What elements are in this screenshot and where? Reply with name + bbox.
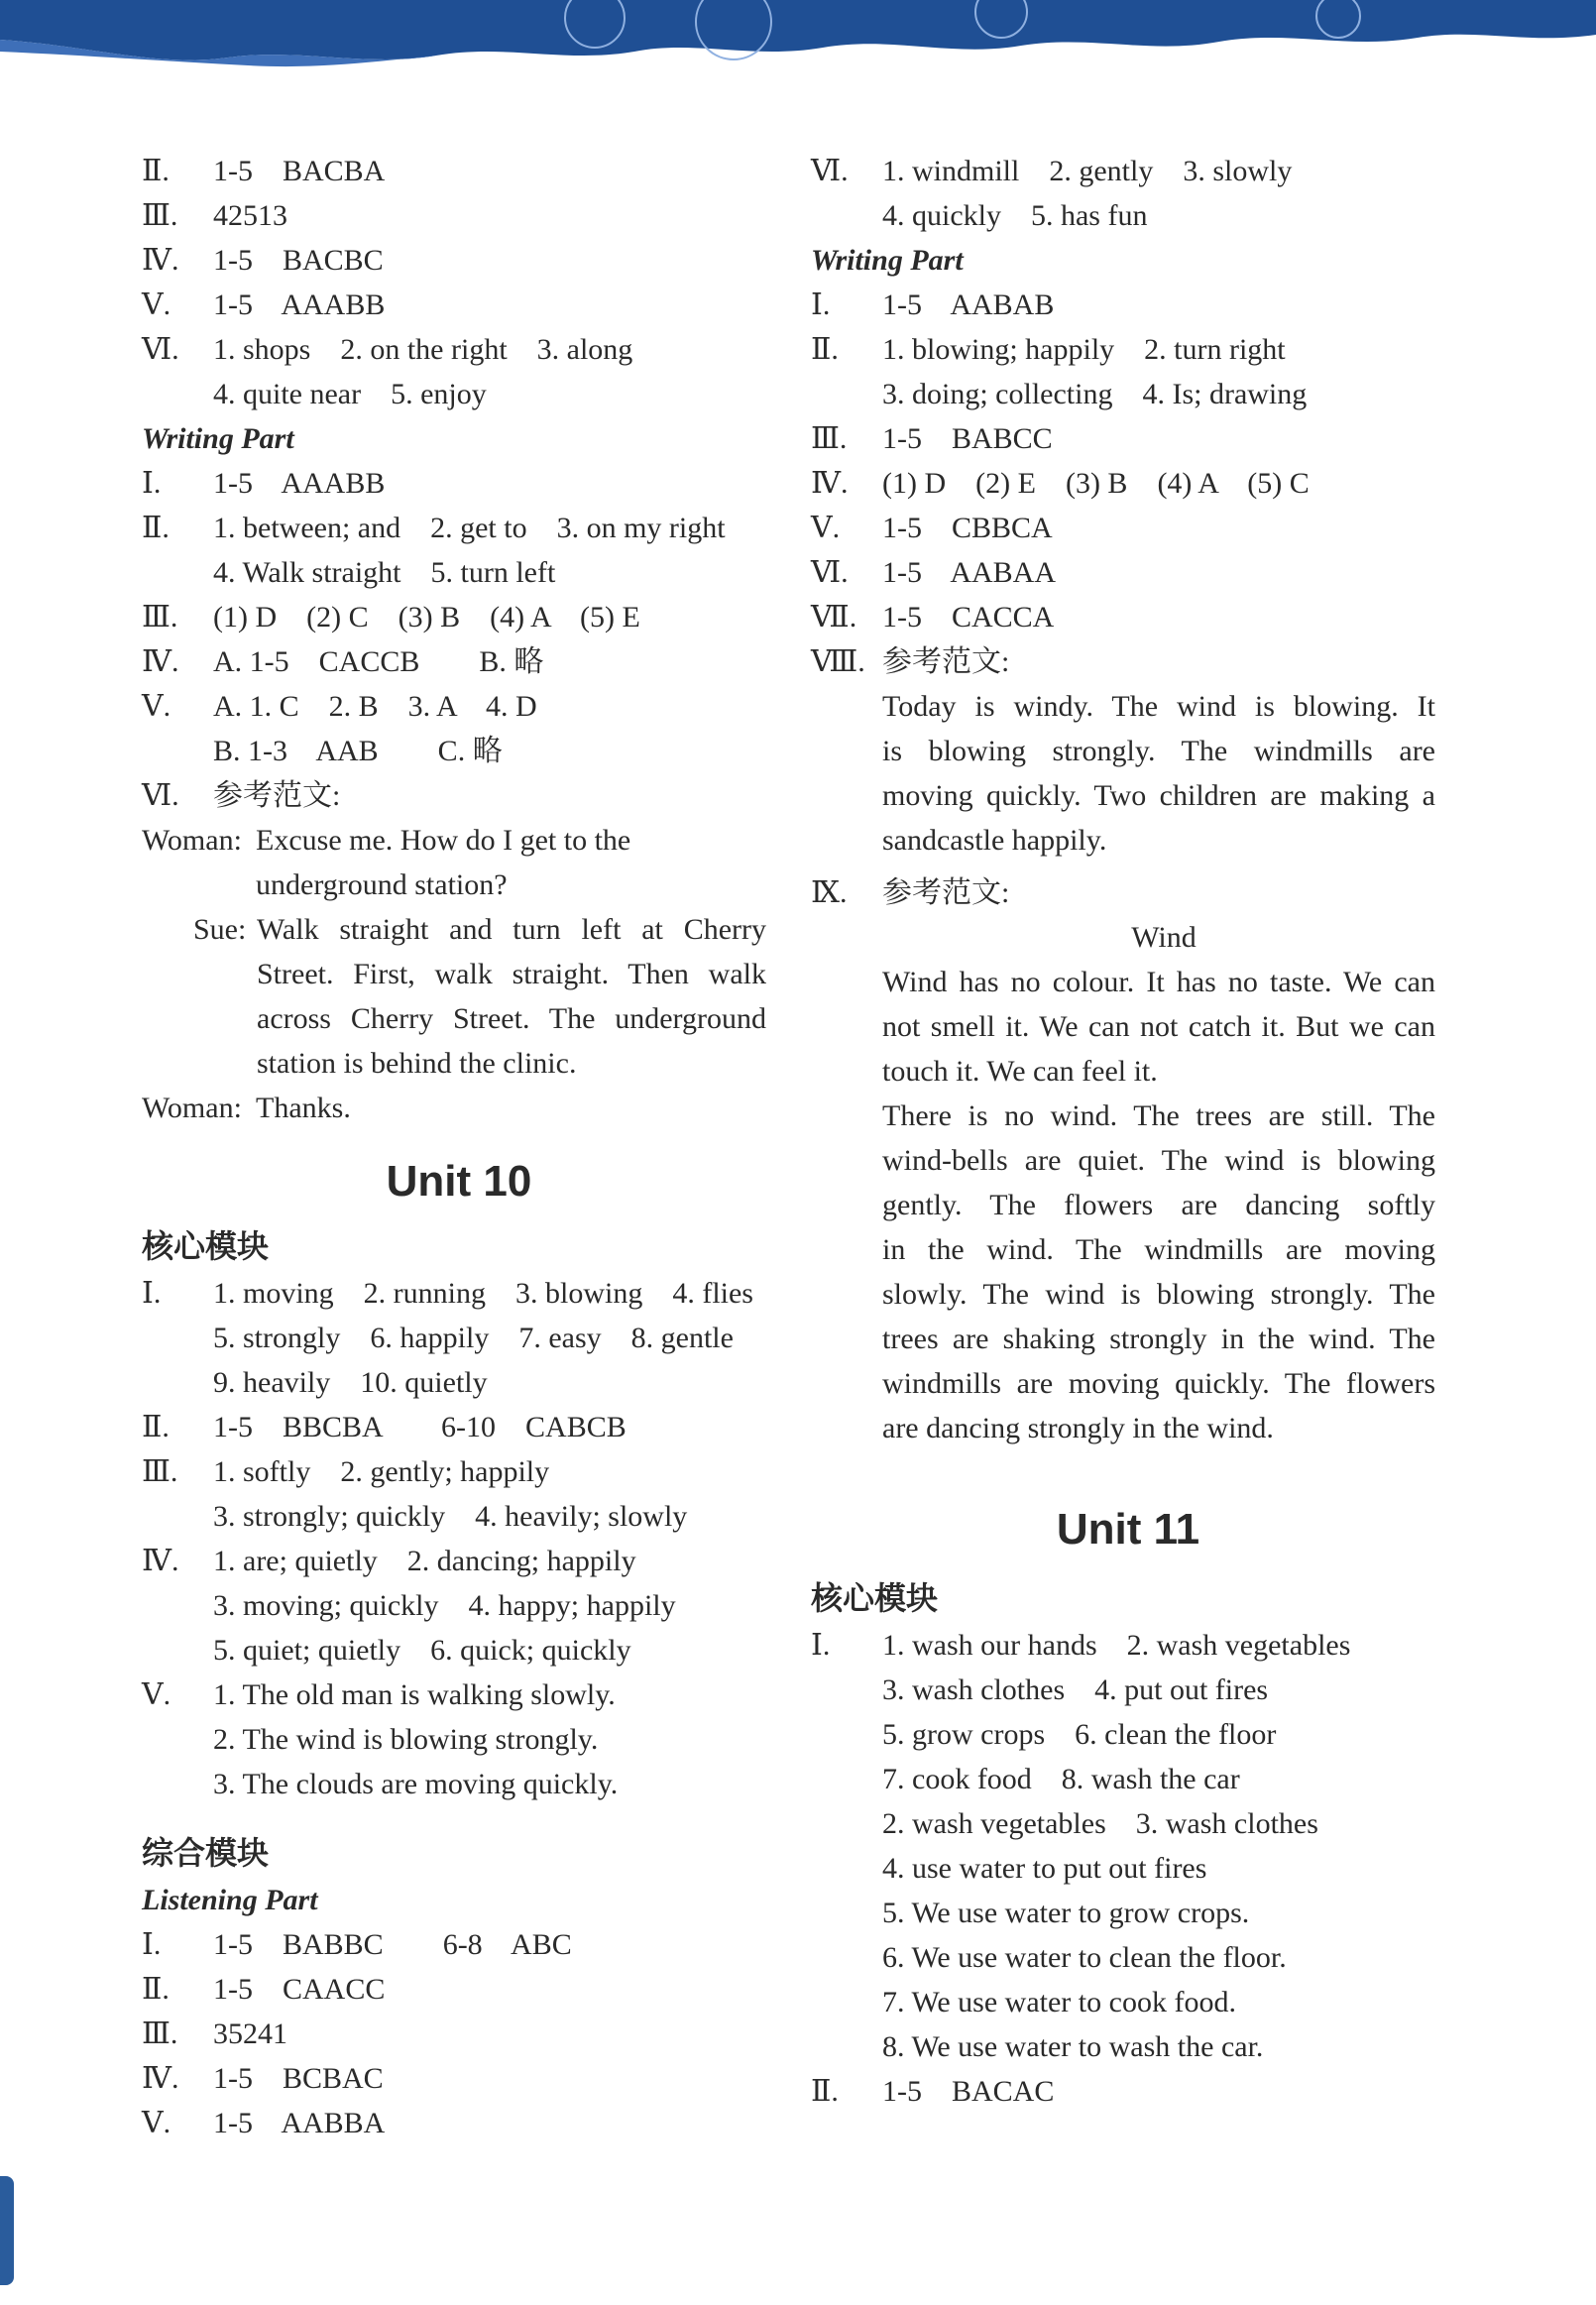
dialogue-line: Sue: Walk straight and turn left at Cherry [142,907,776,952]
answer-line: Ⅲ. (1) D (2) C (3) B (4) A (5) E [142,601,640,634]
answer-line: Ⅳ. 1-5 BACBC [142,244,384,277]
answer-line: Ⅲ. 1. softly 2. gently; happily [142,1455,550,1488]
essay-title: Wind [1131,921,1197,954]
answer-line: Ⅱ. 1. between; and 2. get to 3. on my right [142,512,726,544]
right-block-2 [811,283,1445,684]
answer-line: 5. We use water to grow crops. [882,1897,1250,1929]
answer-line: 2. wash vegetables 3. wash clothes [882,1807,1318,1840]
answer-line: Ⅳ. (1) D (2) E (3) B (4) A (5) C [811,467,1310,500]
answer-line: 4. Walk straight 5. turn left [213,556,556,589]
answer-line: Ⅲ. 35241 [142,2017,287,2050]
answer-line: 4. quite near 5. enjoy [213,378,487,410]
speaker-woman: Woman: [142,824,242,857]
speaker-sue: Sue: [193,913,247,946]
essay-line: slowly. The wind is blowing strongly. The [882,1278,1435,1311]
answer-line: 3. strongly; quickly 4. heavily; slowly [213,1500,688,1533]
header-wave-decoration [0,0,1596,79]
essay-line: not smell it. We can not catch it. But we can [882,1010,1435,1043]
answer-line: Ⅴ. A. 1. C 2. B 3. A 4. D [142,690,537,723]
answer-line: 3. The clouds are moving quickly. [213,1768,619,1800]
writing-part-heading: Writing Part [142,422,294,455]
answer-line: Ⅶ. 1-5 CACCA [811,601,1055,634]
answer-line: Ⅱ. 1. blowing; happily 2. turn right [811,333,1286,366]
answer-line: 5. strongly 6. happily 7. easy 8. gentle [213,1322,734,1354]
answer-line: 3. wash clothes 4. put out fires [882,1673,1269,1706]
answer-line: 4. use water to put out fires [882,1852,1207,1885]
essay-line: are dancing strongly in the wind. [882,1412,1274,1444]
dialogue [142,818,776,1130]
answer-line: Ⅱ. 1-5 BBCBA 6-10 CABCB [142,1411,627,1443]
speaker-woman: Woman: [142,1092,242,1124]
essay-line: wind-bells are quiet. The wind is blowing [882,1144,1435,1177]
answer-line: Ⅲ. 42513 [142,199,287,232]
dialogue-line: Woman: Excuse me. How do I get to the [142,818,776,863]
essay-line: sandcastle happily. [882,824,1107,857]
essay-line: moving quickly. Two children are making a [882,779,1435,812]
answer-line: 6. We use water to clean the floor. [882,1941,1287,1974]
answer-line: Ⅷ. 参考范文: [811,645,1010,678]
essay-line: trees are shaking strongly in the wind. The [882,1323,1435,1355]
dialogue-line: station is behind the clinic. [257,1047,577,1080]
answer-line: Ⅰ. 1. moving 2. running 3. blowing 4. flies [142,1277,753,1310]
answer-line: Ⅵ. 1. windmill 2. gently 3. slowly [811,155,1293,187]
essay-line: is blowing strongly. The windmills are [882,735,1435,767]
unit-10-title: Unit 10 [386,1157,532,1206]
answer-line: 9. heavily 10. quietly [213,1366,488,1399]
answer-line: Ⅲ. 1-5 BABCC [811,422,1053,455]
left-block-4 [142,1922,776,2145]
answer-line: Ⅴ. 1-5 AABBA [142,2107,386,2139]
answer-line: Ⅳ. 1. are; quietly 2. dancing; happily [142,1545,636,1577]
page-edge-marker [0,2176,14,2285]
answer-line: 7. We use water to cook food. [882,1986,1236,2018]
answer-line: Ⅴ. 1-5 AAABB [142,288,386,321]
answer-line: Ⅳ. 1-5 BCBAC [142,2062,384,2095]
essay-line: in the wind. The windmills are moving [882,1233,1435,1266]
core-module-heading: 核心模块 [142,1227,270,1265]
right-block-1 [811,149,1445,238]
wave-band [0,0,1596,60]
unit-11-title: Unit 11 [1056,1505,1200,1554]
answer-line: Ⅱ. 1-5 BACAC [811,2075,1055,2108]
essay-2 [811,960,1445,1450]
answer-line: 3. doing; collecting 4. Is; drawing [882,378,1308,410]
answer-line: Ⅵ. 参考范文: [142,779,341,812]
answer-line: 5. quiet; quietly 6. quick; quickly [213,1634,631,1667]
listening-part-heading: Listening Part [142,1884,318,1916]
answer-line: 8. We use water to wash the car. [882,2030,1264,2063]
answer-line: Ⅰ. 1-5 AAABB [142,467,386,500]
essay-1 [811,684,1445,863]
essay-line: touch it. We can feel it. [882,1055,1158,1088]
right-column [811,149,1445,2114]
answer-line: 2. The wind is blowing strongly. [213,1723,599,1756]
comprehensive-module-heading: 综合模块 [142,1834,270,1872]
answer-line: Ⅴ. 1. The old man is walking slowly. [142,1678,616,1711]
dialogue-line: across Cherry Street. The underground [257,1002,766,1035]
answer-line: Ⅰ. 1-5 BABBC 6-8 ABC [142,1928,572,1961]
answer-line: Ⅰ. 1-5 AABAB [811,288,1055,321]
essay-line: Today is windy. The wind is blowing. It [882,690,1435,723]
answer-line: Ⅱ. 1-5 CAACC [142,1973,386,2006]
essay-line: Wind has no colour. It has no taste. We can [882,966,1435,998]
writing-part-heading: Writing Part [811,244,964,277]
answer-line: Ⅰ. 1. wash our hands 2. wash vegetables [811,1629,1351,1662]
essay-line: There is no wind. The trees are still. The [882,1099,1435,1132]
core-module-heading: 核心模块 [811,1579,939,1617]
answer-line: 5. grow crops 6. clean the floor [882,1718,1277,1751]
left-block-3 [142,1271,776,1806]
dialogue-line: Street. First, walk straight. Then walk [257,958,766,990]
answer-line: Ⅵ. 1. shops 2. on the right 3. along [142,333,633,366]
answer-line: 4. quickly 5. has fun [882,199,1148,232]
left-column [142,149,776,2145]
dialogue-line: Woman: Thanks. [142,1086,776,1130]
answer-line: B. 1-3 AAB C. 略 [213,735,503,767]
answer-line: Ⅳ. A. 1-5 CACCB B. 略 [142,645,544,678]
essay-line: gently. The flowers are dancing softly [882,1189,1435,1221]
answer-line: 7. cook food 8. wash the car [882,1763,1240,1795]
essay-line: windmills are moving quickly. The flowers [882,1367,1435,1400]
answer-line: Ⅴ. 1-5 CBBCA [811,512,1053,544]
right-block-3 [811,1623,1445,2114]
answer-line: Ⅱ. 1-5 BACBA [142,155,386,187]
answer-line: Ⅸ. 参考范文: [811,876,1010,909]
answer-line: 3. moving; quickly 4. happy; happily [213,1589,676,1622]
left-block-1 [142,149,776,416]
dialogue-line: underground station? [256,868,508,901]
left-block-2 [142,461,776,818]
answer-line: Ⅵ. 1-5 AABAA [811,556,1057,589]
